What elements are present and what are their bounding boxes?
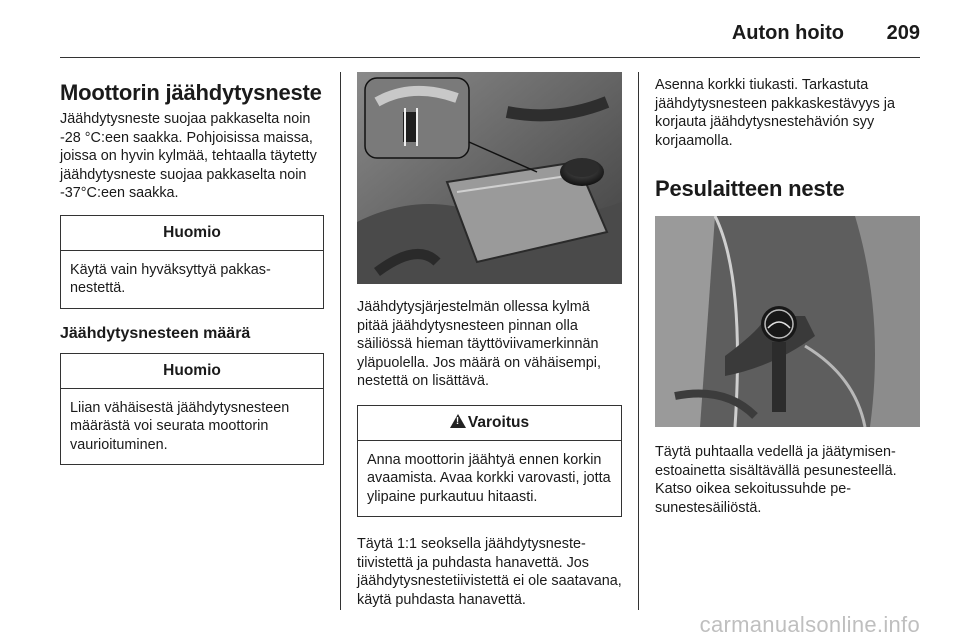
- section-title: Auton hoito: [731, 22, 844, 44]
- note-box-2: [60, 353, 324, 466]
- warning-box: [357, 405, 622, 518]
- page-number: 209: [886, 22, 920, 44]
- cap-instructions: Asenna korkki tiukasti. Tarkastuta jäähdytysnesteen pakkaskestävyys ja korjauta jäähdytysnestehävión syy korjaamolla.: [655, 77, 895, 149]
- engine-bay-illustration: [357, 72, 622, 284]
- washer-instructions: Täytä puhtaalla vedellä ja jäätymisenestoainetta sisältävällä pesunesteellä. Katso oikea sekoitussuhde pesunestesäiliöstä.: [655, 444, 897, 516]
- warning-heading-label: Varoitus: [467, 413, 530, 431]
- warning-text: Anna moottorin jäähtyä ennen korkin avaamista. Avaa korkki varovasti, jotta ylipaine purkautuu hitaasti.: [367, 451, 611, 505]
- column-1: [60, 72, 324, 465]
- level-instructions: Jäähdytysjärjestelmän ollessa kylmä pitää jäähdytysnesteen pinnan olla säiliössä hieman täyttöviivamerkinnän yläpuolella. Jos määrä on vähäisempi, nestettä on lisättävä.: [357, 299, 601, 389]
- note-text-2: Liian vähäisestä jäähdytysnesteen määrästä voi seurata moottorin vaurioituminen.: [70, 399, 290, 453]
- note-heading-1: Huomio: [61, 216, 323, 251]
- washer-reservoir-photo: [655, 216, 920, 427]
- coolant-intro: Jäähdytysneste suojaa pakkaselta noin -28 °C:een saakka. Pohjoisissa maissa, joissa on hyvin kylmää, tehtaalla täytetty jäähdytysneste suojaa pakkaselta noin -37°C:een saakka.: [60, 111, 317, 201]
- note-heading-2: Huomio: [61, 354, 323, 389]
- column-divider-2: [638, 72, 639, 610]
- note-text-1: Käytä vain hyväksyttyä pakkasnestettä.: [70, 261, 271, 296]
- header-rule: [60, 57, 920, 58]
- column-2: [357, 72, 622, 609]
- washer-fluid-title: Pesulaitteen neste: [655, 176, 845, 201]
- washer-bay-illustration: [655, 216, 920, 427]
- watermark: carmanualsonline.info: [699, 612, 920, 637]
- coolant-level-heading: Jäähdytysnesteen määrä: [60, 324, 251, 342]
- warning-heading: [358, 406, 621, 441]
- coolant-reservoir-photo: [357, 72, 622, 284]
- note-box-1: [60, 215, 324, 309]
- page-header: [0, 0, 960, 60]
- column-3: [655, 72, 920, 517]
- coolant-title: Moottorin jäähdytysneste: [60, 80, 322, 105]
- column-divider-1: [340, 72, 341, 610]
- warning-triangle-icon: [450, 414, 466, 428]
- fill-instructions: Täytä 1:1 seoksella jäähdytysnestetiivistettä ja puhdasta hanavettä. Jos jäähdytysnestetiivistettä ei ole saatavana, käytä puhdasta hanavettä.: [357, 536, 622, 608]
